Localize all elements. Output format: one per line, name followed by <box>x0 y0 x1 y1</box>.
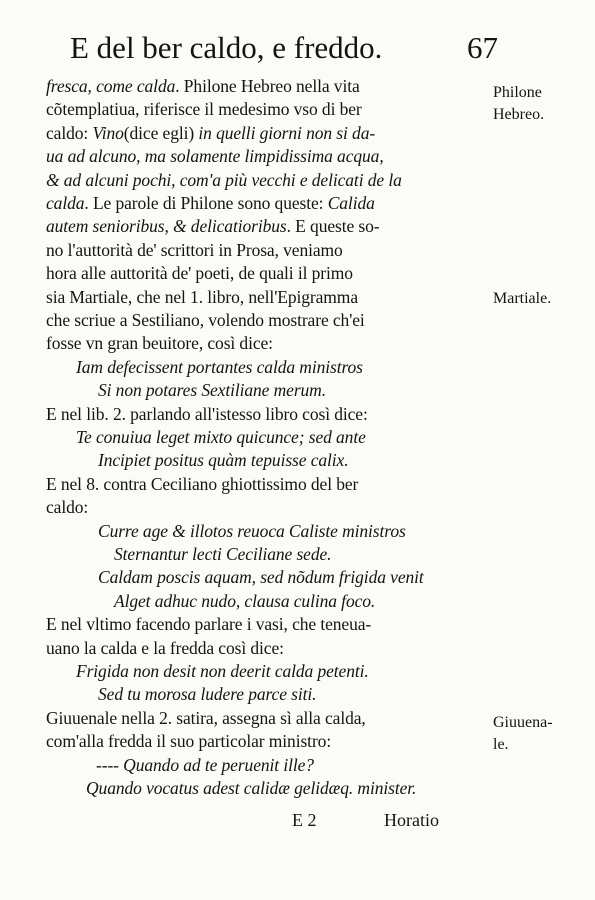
text-segment: che scriue a Sestiliano, volendo mostrare ch'ei <box>46 310 365 330</box>
margin-note-line: Martiale. <box>493 290 552 307</box>
margin-note <box>493 712 585 756</box>
margin-note-line: Philone <box>493 84 542 101</box>
text-line <box>98 682 316 706</box>
text-line <box>114 589 375 613</box>
text-segment: . E queste so- <box>286 216 380 237</box>
text-line <box>46 238 343 262</box>
text-segment: hora alle auttorità de' poeti, de quali il primo <box>46 263 353 284</box>
text-line <box>98 519 406 543</box>
text-segment: fresca, come calda <box>46 76 176 96</box>
text-line <box>46 214 380 238</box>
text-segment: caldo: <box>46 122 93 143</box>
text-line <box>86 776 416 800</box>
text-segment: Alget adhuc nudo, clausa culina foco. <box>114 590 376 611</box>
text-segment: E nel 8. contra Ceciliano ghiottissimo del ber <box>46 473 359 494</box>
text-segment: E nel vltimo facendo parlare i vasi, che teneua- <box>46 614 372 635</box>
text-segment: no l'auttorità de' scrittori in Prosa, veniamo <box>46 239 343 260</box>
text-line <box>46 636 284 660</box>
text-line <box>96 753 314 777</box>
margin-note-line: Giuuena- <box>493 714 553 731</box>
margin-note-line: Hebreo. <box>493 106 545 123</box>
text-line <box>114 542 331 566</box>
text-segment: Calida <box>327 193 375 213</box>
text-line <box>46 191 375 215</box>
text-segment: Vino <box>92 122 124 143</box>
text-line <box>46 74 360 98</box>
text-segment: . Le parole di Philone sono queste: <box>84 193 328 213</box>
text-line <box>46 402 368 426</box>
text-line <box>46 168 402 192</box>
text-line <box>98 448 349 472</box>
text-line <box>76 425 366 449</box>
text-segment: ua ad alcuno, ma solamente limpidissima acqua, <box>46 146 384 167</box>
text-segment: autem senioribus, & delicatioribus <box>46 216 287 237</box>
margin-note <box>493 82 585 126</box>
page-header <box>70 28 498 68</box>
text-line <box>46 121 375 145</box>
text-segment: Giuuenale nella 2. satira, assegna sì alla calda, <box>46 707 366 728</box>
text-segment: ---- Quando ad te peruenit ille? <box>96 754 314 775</box>
text-segment: Frigida non desit non deerit calda petenti. <box>76 661 369 681</box>
text-segment: calda <box>46 193 85 213</box>
text-segment: Incipiet positus quàm tepuisse calix. <box>98 450 349 471</box>
page-number: 67 <box>467 30 498 65</box>
text-segment: . Philone Hebreo nella vita <box>175 76 360 96</box>
text-line <box>46 612 371 636</box>
text-segment: Te conuiua leget mixto quicunce; sed ante <box>76 427 366 447</box>
catchword: Horatio <box>384 810 439 830</box>
text-segment: & ad alcuni pochi, com'a più vecchi e delicati de la <box>46 169 402 190</box>
text-line <box>46 261 353 285</box>
text-segment: com'alla fredda il suo particolar ministro: <box>46 731 332 752</box>
text-segment: cõtemplatiua, riferisce il medesimo vso di ber <box>46 99 362 120</box>
text-line <box>46 144 384 168</box>
text-segment: (dice egli) <box>123 122 199 143</box>
text-segment: in quelli giorni non si da- <box>198 122 376 143</box>
text-line <box>46 495 88 519</box>
text-line <box>46 308 365 332</box>
text-segment: Curre age & illotos reuoca Caliste ministros <box>98 520 406 541</box>
signature-mark: E 2 <box>292 810 317 830</box>
text-segment: E nel lib. 2. parlando all'istesso libro così dice: <box>46 403 368 424</box>
text-line <box>98 378 326 402</box>
running-title: E del ber caldo, e freddo. <box>70 30 383 65</box>
text-line <box>46 285 358 309</box>
text-segment: Sed tu morosa ludere parce siti. <box>98 684 317 705</box>
text-line <box>76 355 363 379</box>
text-line <box>76 659 369 683</box>
text-line <box>46 97 362 121</box>
text-line <box>46 331 273 355</box>
text-line <box>46 472 358 496</box>
text-segment: uano la calda e la fredda così dice: <box>46 637 284 658</box>
margin-note <box>493 288 585 310</box>
text-segment: Sternantur lecti Ceciliane sede. <box>114 544 332 564</box>
margin-note-line: le. <box>493 736 509 753</box>
text-segment: Quando vocatus adest calidæ gelidæq. minister. <box>86 778 417 798</box>
text-line <box>46 706 366 730</box>
text-segment: Caldam poscis aquam, sed nõdum frigida venit <box>98 567 424 588</box>
text-line <box>98 565 424 589</box>
text-line <box>46 729 331 753</box>
text-segment: fosse vn gran beuitore, così dice: <box>46 333 273 354</box>
text-segment: sia Martiale, che nel 1. libro, nell'Epigramma <box>46 286 358 307</box>
text-segment: Si non potares Sextiliane merum. <box>98 380 326 401</box>
text-segment: Iam defecissent portantes calda ministros <box>76 356 363 377</box>
text-segment: caldo: <box>46 497 89 518</box>
